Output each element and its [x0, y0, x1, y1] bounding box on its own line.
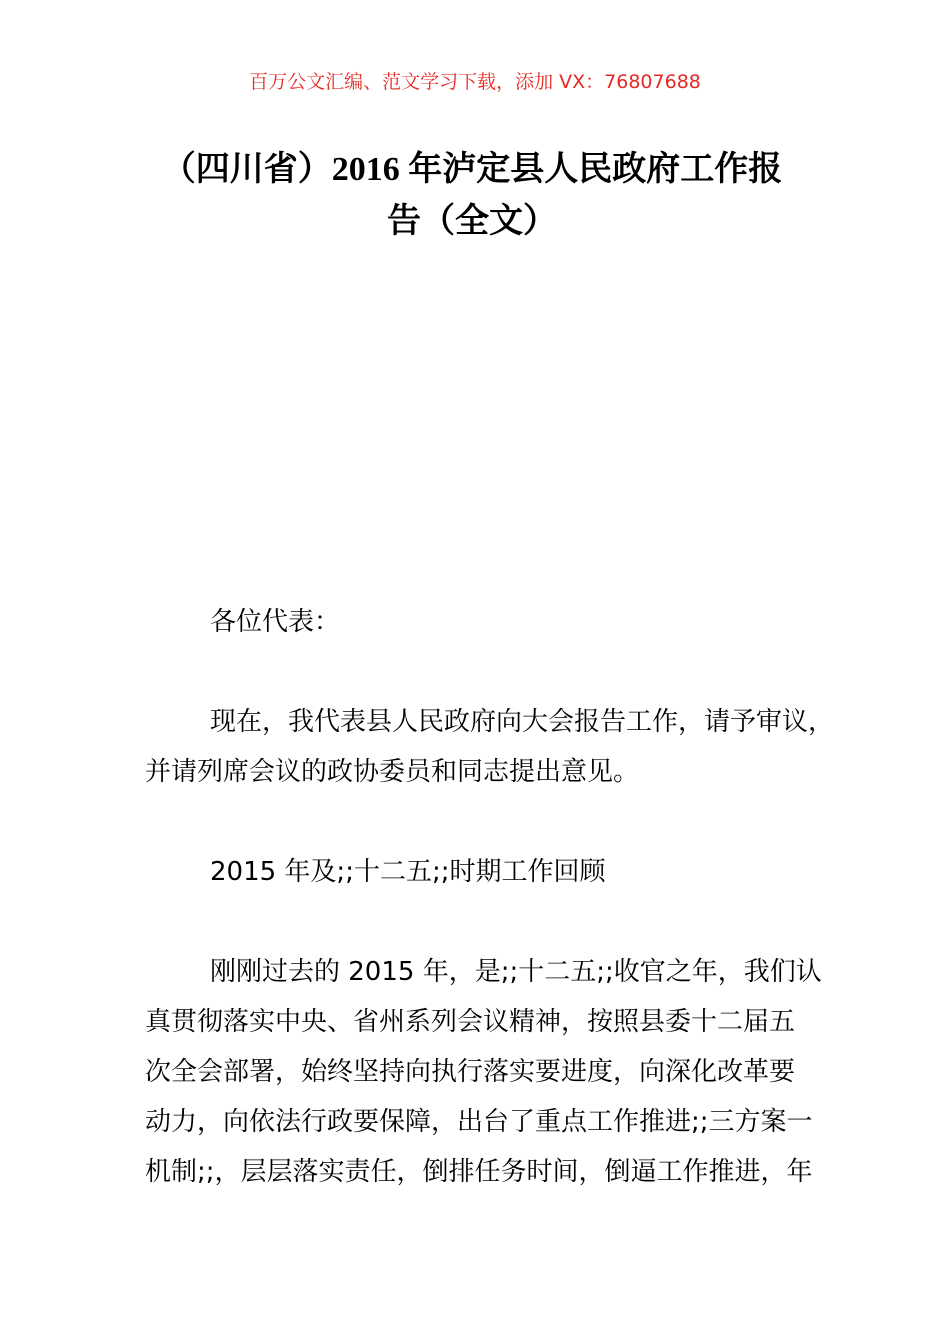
text-line: 2015 年及;;十二五;;时期工作回顾	[210, 857, 606, 887]
title-line-2: 告（全文）	[387, 203, 557, 240]
salutation-paragraph	[145, 597, 845, 647]
title-line-1: （四川省）2016 年泸定县人民政府工作报	[161, 151, 783, 188]
review-paragraph	[145, 947, 845, 1197]
text-line: 现在，我代表县人民政府向大会报告工作，请予审议，	[210, 707, 835, 737]
text-line: 次全会部署，始终坚持向执行落实要进度，向深化改革要	[145, 1057, 796, 1087]
text-line: 并请列席会议的政协委员和同志提出意见。	[145, 757, 640, 787]
text-line: 机制;;，层层落实责任，倒排任务时间，倒逼工作推进，年	[145, 1157, 813, 1187]
document-title	[0, 144, 944, 248]
section-heading-paragraph	[145, 847, 845, 897]
text-line: 刚刚过去的 2015 年，是;;十二五;;收官之年，我们认	[210, 957, 822, 987]
text-line: 动力，向依法行政要保障，出台了重点工作推进;;三方案一	[145, 1107, 813, 1137]
text-line: 各位代表：	[210, 607, 341, 637]
text-line: 真贯彻落实中央、省州系列会议精神，按照县委十二届五	[145, 1007, 796, 1037]
header-promo-text: 百万公文汇编、范文学习下载，添加 VX：76807688	[249, 71, 701, 93]
document-body	[145, 597, 845, 1247]
opening-paragraph	[145, 697, 845, 797]
